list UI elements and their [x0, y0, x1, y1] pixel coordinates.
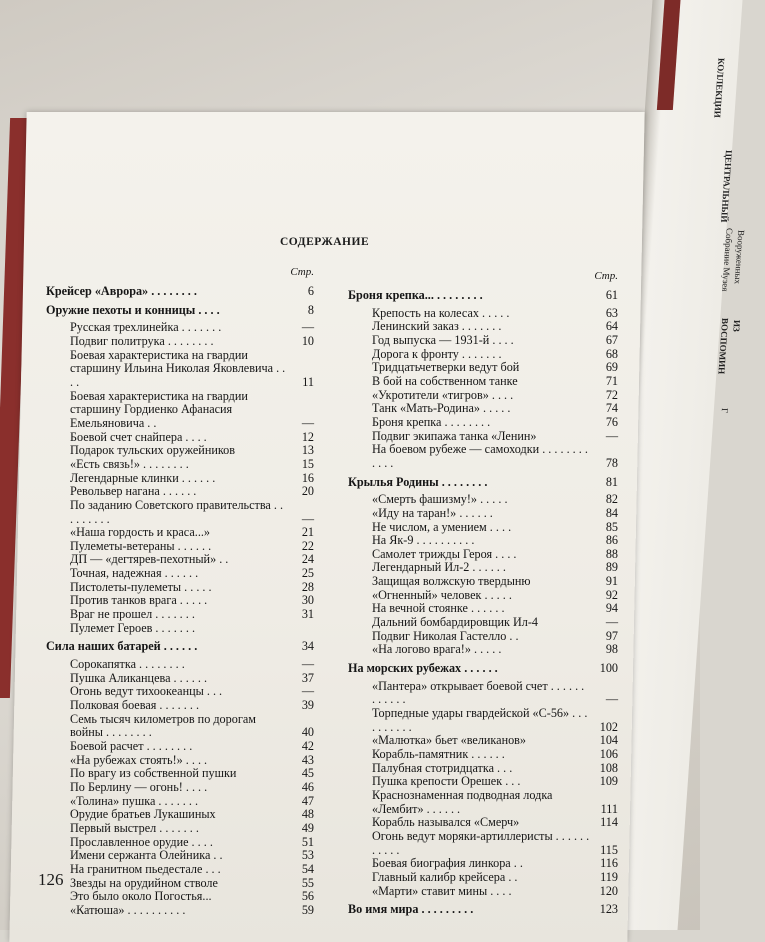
- toc-entry: [348, 643, 618, 657]
- toc-entry-title: Палубная стотридцатка . . .: [372, 760, 513, 775]
- toc-entry: [46, 822, 314, 836]
- toc-entry-page: 51: [301, 834, 314, 849]
- toc-entry-title: «Катюша» . . . . . . . . . .: [70, 902, 186, 917]
- toc-entry-page: 97: [605, 628, 618, 643]
- toc-entry-title: Краснознаменная подводная лодка «Лембит» . . . . . .: [372, 787, 553, 816]
- toc-entry-page: 88: [605, 546, 618, 561]
- toc-entry: [46, 890, 314, 904]
- toc-entry-page: 106: [599, 747, 618, 761]
- toc-column-left: [46, 266, 314, 918]
- toc-entry-title: «Наша гордость и краса...»: [70, 525, 211, 540]
- toc-entry: [348, 493, 618, 507]
- toc-entry: [46, 836, 314, 850]
- toc-entry: [348, 830, 618, 857]
- toc-entry: [46, 349, 314, 390]
- toc-entry: [348, 361, 618, 375]
- toc-entry: [46, 808, 314, 822]
- toc-entry: [46, 444, 314, 458]
- toc-entry-page: 20: [301, 484, 314, 499]
- toc-entry-title: Сорокапятка . . . . . . . .: [70, 657, 185, 672]
- toc-entry: [348, 616, 618, 630]
- toc-entry-page: 123: [599, 902, 618, 917]
- toc-entry-title: В бой на собственном танке: [372, 373, 518, 388]
- toc-entry-page: —: [301, 511, 314, 526]
- toc-entry-page: 92: [605, 587, 618, 602]
- toc-entry-page: —: [605, 428, 618, 443]
- toc-entry-title: Крылья Родины . . . . . . . .: [348, 474, 488, 489]
- toc-entry-page: 30: [301, 593, 314, 608]
- toc-entry-title: Пулемет Героев . . . . . . .: [70, 620, 196, 635]
- toc-entry-title: Броня крепка . . . . . . . .: [372, 414, 491, 429]
- toc-entry: [348, 402, 618, 416]
- toc-entry: [46, 540, 314, 554]
- toc-entry: [348, 680, 618, 707]
- toc-entry-page: 111: [600, 801, 618, 816]
- toc-entry-page: 40: [301, 725, 314, 740]
- toc-entry-page: 47: [301, 793, 314, 808]
- toc-entry-page: 69: [605, 360, 618, 375]
- toc-entry-title: ДП — «дегтярев-пехотный» . .: [70, 552, 229, 567]
- toc-entry-title: Орудие братьев Лукашиных: [70, 807, 216, 822]
- toc-entry: [46, 795, 314, 809]
- toc-entry-page: 28: [301, 579, 314, 594]
- toc-entry-title: Дальний бомбардировщик Ил-4: [372, 615, 538, 630]
- toc-entry-title: Тридцатьчетверки ведут бой: [372, 360, 520, 375]
- toc-entry: [348, 789, 618, 816]
- toc-entry: [348, 430, 618, 444]
- toc-entry-title: Оружие пехоты и конницы . . . .: [46, 302, 220, 317]
- toc-entry: [46, 713, 314, 740]
- toc-entry-title: На Як-9 . . . . . . . . . .: [372, 533, 475, 548]
- toc-entry: [46, 321, 314, 335]
- toc-entry-page: 37: [301, 670, 314, 685]
- toc-entry-title: Боевой счет снайпера . . . .: [70, 429, 207, 444]
- toc-entry-page: 67: [605, 332, 618, 347]
- toc-entry-page: 81: [605, 474, 618, 489]
- toc-entry: [348, 416, 618, 430]
- side-text-line: Собрание Музея: [720, 228, 735, 292]
- toc-entry: [46, 685, 314, 699]
- toc-entry-page: 68: [605, 346, 618, 361]
- toc-entry: [348, 548, 618, 562]
- toc-entry: [46, 608, 314, 622]
- toc-entry-page: 63: [605, 305, 618, 320]
- toc-entry: [348, 375, 618, 389]
- toc-entry-page: 109: [599, 774, 618, 789]
- toc-entry-page: —: [301, 320, 314, 335]
- toc-entry: [46, 526, 314, 540]
- toc-entry-title: «На рубежах стоять!» . . . .: [70, 752, 208, 767]
- toc-entry-page: 39: [301, 698, 314, 713]
- toc-entry-title: На боевом рубеже — самоходки . . . . . . . . . . . .: [372, 442, 588, 470]
- toc-entry-title: «Толина» пушка . . . . . . .: [70, 793, 199, 808]
- toc-entry-page: 72: [605, 387, 618, 402]
- toc-entry: [348, 816, 618, 830]
- toc-section: [46, 304, 314, 318]
- toc-entry-title: Пушка Аликанцева . . . . . .: [70, 670, 208, 685]
- toc-entry-page: 119: [600, 869, 618, 884]
- toc-entry: [348, 885, 618, 899]
- toc-entry-page: 100: [599, 661, 618, 676]
- toc-entry: [46, 767, 314, 781]
- toc-entry: [46, 904, 314, 918]
- toc-entry-title: Прославленное орудие . . . .: [70, 834, 213, 849]
- toc-entry: [46, 581, 314, 595]
- toc-entry-title: «Огненный» человек . . . . .: [372, 587, 512, 602]
- side-text-line: Вооруженных: [732, 230, 747, 285]
- toc-entry: [348, 575, 618, 589]
- toc-entry-title: Первый выстрел . . . . . . .: [70, 820, 199, 835]
- toc-entry: [46, 390, 314, 431]
- toc-entry-title: Подвиг экипажа танка «Ленин»: [372, 428, 537, 443]
- toc-entry: [46, 553, 314, 567]
- toc-entry-page: 31: [301, 607, 314, 622]
- toc-entry-page: 76: [605, 414, 618, 429]
- toc-entry-title: Пистолеты-пулеметы . . . . .: [70, 579, 212, 594]
- toc-entry: [46, 699, 314, 713]
- toc-entry: [46, 740, 314, 754]
- toc-entry-page: 13: [301, 443, 314, 458]
- toc-entry-title: На морских рубежах . . . . . .: [348, 661, 498, 676]
- toc-entry: [348, 871, 618, 885]
- toc-entry-title: «Малютка» бьет «великанов»: [372, 733, 527, 748]
- toc-entry-title: По заданию Советского правительства . . . . . . . . .: [70, 497, 284, 526]
- toc-entry-page: —: [605, 692, 618, 707]
- toc-entry-page: 102: [599, 719, 618, 734]
- toc-section: [348, 662, 618, 676]
- toc-entry: [46, 849, 314, 863]
- toc-entry-page: 43: [301, 752, 314, 767]
- toc-entry-title: Имени сержанта Олейника . .: [70, 848, 223, 863]
- toc-entry: [348, 707, 618, 734]
- toc-entry-title: Крепость на колесах . . . . .: [372, 305, 510, 320]
- page-number: 126: [38, 870, 64, 889]
- toc-entry-title: Пушка крепости Орешек . . .: [372, 774, 521, 789]
- toc-entry: [46, 485, 314, 499]
- toc-entry-page: 25: [301, 566, 314, 581]
- toc-entry-page: 11: [302, 374, 314, 389]
- toc-entry-page: 84: [605, 505, 618, 520]
- toc-entry: [348, 348, 618, 362]
- toc-entry-title: Защищая волжскую твердыню: [372, 574, 531, 589]
- toc-entry-title: Легендарные клинки . . . . . .: [70, 470, 216, 485]
- toc-entry: [348, 334, 618, 348]
- toc-entry-page: 6: [307, 284, 314, 298]
- toc-entry-title: Торпедные удары гвардейской «С-56» . . . . . . . . . .: [372, 706, 588, 734]
- toc-entry: [348, 857, 618, 871]
- toc-entry-title: Главный калибр крейсера . .: [372, 869, 518, 884]
- toc-entry-title: Легендарный Ил-2 . . . . . .: [372, 560, 506, 575]
- toc-entry-title: Против танков врага . . . . .: [70, 593, 208, 608]
- toc-entry-page: 115: [600, 842, 618, 857]
- toc-entry-title: Не числом, а умением . . . .: [372, 519, 512, 534]
- toc-entry-page: 82: [605, 492, 618, 507]
- toc-entry-page: 10: [301, 333, 314, 348]
- toc-entry-title: Дорога к фронту . . . . . . .: [372, 346, 502, 361]
- toc-entry-title: Боевой расчет . . . . . . . .: [70, 739, 193, 753]
- page-column-label: Стр.: [290, 266, 314, 278]
- toc-entry: [348, 389, 618, 403]
- toc-entry-title: Пулеметы-ветераны . . . . . .: [70, 538, 212, 553]
- toc-entry-title: «Есть связь!» . . . . . . . .: [70, 456, 189, 471]
- toc-entry: [348, 775, 618, 789]
- toc-entry-page: 12: [301, 429, 314, 444]
- toc-entry-page: 104: [599, 733, 618, 748]
- toc-entry: [348, 734, 618, 748]
- toc-entry-page: 86: [605, 533, 618, 548]
- side-text-line: ВОСПОМИН: [716, 318, 731, 375]
- toc-entry: [348, 630, 618, 644]
- toc-entry-page: 98: [605, 642, 618, 657]
- toc-entry: [46, 781, 314, 795]
- toc-entry-page: 64: [605, 319, 618, 334]
- toc-entry-page: 21: [301, 525, 314, 540]
- toc-entry-page: 89: [605, 560, 618, 575]
- toc-entry-page: 49: [301, 820, 314, 835]
- page-column-label: Стр.: [594, 270, 618, 282]
- toc-entry-page: 59: [301, 902, 314, 917]
- toc-entry-title: Подарок тульских оружейников: [70, 443, 236, 458]
- toc-entry-page: 78: [605, 455, 618, 470]
- toc-entry-page: 48: [301, 807, 314, 822]
- toc-entry-title: Семь тысяч километров по дорогам войны . . . . . . . .: [70, 711, 256, 740]
- toc-section: [348, 476, 618, 490]
- toc-entry-title: Броня крепка... . . . . . . . .: [348, 288, 483, 302]
- side-text-line: КОЛЛЕКЦИИ: [712, 58, 727, 118]
- toc-entry-page: 120: [599, 883, 618, 898]
- toc-entry-title: Боевая характеристика на гвардии старшину Ильина Николая Яковлевича . . . .: [70, 347, 286, 389]
- toc-entry-title: Боевая характеристика на гвардии старшину Гордиенко Афанасия Емельяновича . .: [70, 388, 248, 430]
- toc-entry-title: Револьвер нагана . . . . . .: [70, 484, 197, 499]
- toc-entry-page: 108: [599, 760, 618, 775]
- toc-entry-page: 16: [301, 470, 314, 485]
- toc-entry-title: «Марти» ставит мины . . . .: [372, 883, 512, 898]
- toc-entry-page: 46: [301, 779, 314, 794]
- toc-entry: [46, 672, 314, 686]
- toc-entry: [46, 472, 314, 486]
- toc-section: [46, 640, 314, 654]
- toc-entry: [46, 335, 314, 349]
- side-text-line: ЦЕНТРАЛЬНЫЙ: [718, 150, 735, 223]
- toc-entry: [348, 320, 618, 334]
- toc-entry-title: Самолет трижды Героя . . . .: [372, 546, 517, 561]
- toc-entry: [348, 521, 618, 535]
- toc-entry-title: Корабль назывался «Смерч»: [372, 815, 520, 830]
- toc-entry-title: На вечной стоянке . . . . . .: [372, 601, 505, 616]
- toc-entry-title: Огонь ведут моряки-артиллеристы . . . . . . . . . . .: [372, 828, 590, 857]
- toc-entry: [348, 443, 618, 470]
- toc-entry-title: Крейсер «Аврора» . . . . . . . .: [46, 284, 197, 298]
- toc-entry-title: На гранитном пьедестале . . .: [70, 861, 221, 876]
- toc-entry-page: 15: [301, 456, 314, 471]
- side-text-line: ИЗ: [731, 320, 743, 332]
- toc-section: [348, 903, 618, 917]
- toc-entry-title: Точная, надежная . . . . . .: [70, 566, 199, 581]
- toc-entry-page: 85: [605, 519, 618, 534]
- toc-entry-title: Боевая биография линкора . .: [372, 856, 523, 871]
- toc-entry: [348, 602, 618, 616]
- toc-entry-page: 71: [605, 373, 618, 388]
- toc-section: [348, 289, 618, 303]
- toc-entry: [46, 594, 314, 608]
- toc-entry-page: —: [301, 415, 314, 430]
- toc-entry-title: Огонь ведут тихоокеанцы . . .: [70, 684, 223, 699]
- toc-entry-page: 91: [605, 574, 618, 589]
- toc-entry-page: 94: [605, 601, 618, 616]
- toc-entry: [348, 307, 618, 321]
- toc-entry: [46, 754, 314, 768]
- toc-entry-page: —: [301, 657, 314, 672]
- toc-entry: [348, 589, 618, 603]
- toc-entry: [348, 748, 618, 762]
- toc-entry-page: 56: [301, 889, 314, 904]
- toc-entry-title: По врагу из собственной пушки: [70, 766, 237, 781]
- toc-entry-page: 74: [605, 401, 618, 416]
- toc-entry-title: Враг не прошел . . . . . . .: [70, 607, 195, 622]
- toc-entry-title: Во имя мира . . . . . . . . .: [348, 902, 474, 917]
- toc-entry-title: «Смерть фашизму!» . . . . .: [372, 492, 508, 507]
- toc-entry-title: Полковая боевая . . . . . . .: [70, 698, 199, 713]
- toc-entry-page: 116: [600, 856, 618, 871]
- toc-entry: [46, 877, 314, 891]
- toc-entry: [46, 622, 314, 636]
- toc-entry-page: 24: [301, 552, 314, 567]
- toc-entry-title: По Берлину — огонь! . . . .: [70, 779, 208, 794]
- toc-entry: [46, 431, 314, 445]
- toc-entry-page: 55: [301, 875, 314, 890]
- toc-entry-title: Русская трехлинейка . . . . . . .: [70, 320, 222, 335]
- toc-entry: [348, 534, 618, 548]
- toc-entry-title: Звезды на орудийном стволе: [70, 875, 218, 890]
- toc-entry-page: 114: [600, 815, 618, 830]
- toc-entry: [348, 762, 618, 776]
- toc-entry-title: Подвиг Николая Гастелло . .: [372, 628, 519, 643]
- side-text-line: Г: [719, 408, 730, 414]
- toc-entry-page: 8: [307, 302, 314, 317]
- toc-entry-title: «Пантера» открывает боевой счет . . . . . . . . . . . .: [372, 678, 585, 707]
- toc-entry-title: «На логово врага!» . . . . .: [372, 642, 502, 657]
- toc-entry-title: Сила наших батарей . . . . . .: [46, 639, 198, 654]
- toc-entry-page: 34: [301, 639, 314, 654]
- toc-entry: [348, 561, 618, 575]
- toc-entry: [46, 458, 314, 472]
- toc-column-right: [348, 270, 618, 921]
- book-spine-strip: [657, 0, 681, 110]
- toc-entry-title: Подвиг политрука . . . . . . . .: [70, 333, 214, 348]
- toc-entry-title: Танк «Мать-Родина» . . . . .: [372, 401, 511, 416]
- toc-entry-title: Ленинский заказ . . . . . . .: [372, 319, 502, 334]
- toc-entry: [348, 507, 618, 521]
- toc-entry-title: Корабль-памятник . . . . . .: [372, 747, 505, 761]
- toc-entry-title: «Укротители «тигров» . . . .: [372, 387, 514, 402]
- toc-entry-page: 22: [301, 538, 314, 553]
- toc-entry-title: Год выпуска — 1931-й . . . .: [372, 332, 514, 347]
- toc-entry-page: —: [301, 684, 314, 699]
- toc-entry-page: 53: [301, 848, 314, 863]
- toc-entry: [46, 499, 314, 526]
- toc-entry: [46, 567, 314, 581]
- toc-entry-title: «Иду на таран!» . . . . . .: [372, 505, 493, 520]
- toc-entry-page: 45: [301, 766, 314, 781]
- toc-entry-page: 61: [605, 288, 618, 302]
- toc-section: [46, 285, 314, 299]
- toc-entry: [46, 863, 314, 877]
- toc-entry-title: Это было около Погостья...: [70, 889, 212, 904]
- toc-entry-page: —: [605, 615, 618, 630]
- page-title: СОДЕРЖАНИЕ: [280, 236, 370, 248]
- toc-entry-page: 42: [301, 739, 314, 753]
- toc-entry-page: 54: [301, 861, 314, 876]
- toc-entry: [46, 658, 314, 672]
